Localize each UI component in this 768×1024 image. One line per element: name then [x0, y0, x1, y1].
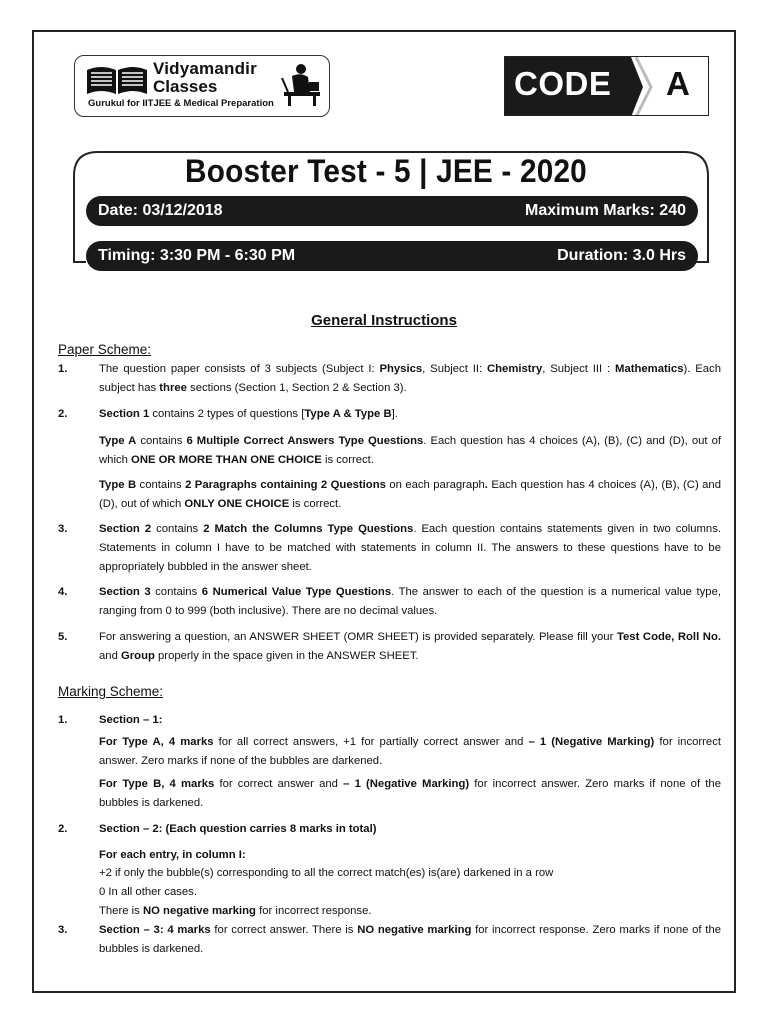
marking-text: Section – 3: 4 marks for correct answer. There is NO negative marking for incorrect response. Zero marks if none of the bubbles is darkened. — [99, 924, 722, 955]
instruction-text: Type B contains 2 Paragraphs containing 2 Questions on each paragraph. Each question has 4 choices (A), (B), (C) and (D), out of which ONLY ONE CHOICE is correct. — [99, 479, 721, 510]
marking-section-title: Section – 2: (Each question carries 8 marks in total) — [99, 823, 377, 835]
marking-line: 0 In all other cases. — [99, 886, 197, 898]
marking-section-title: Section – 1: — [99, 714, 163, 726]
general-instructions-heading: General Instructions — [311, 312, 457, 329]
instruction-text: For answering a question, an ANSWER SHEET (OMR SHEET) is provided separately. Please fill your Test Code, Roll No. and Group properly in the space given in the ANSWER SHEET. — [99, 631, 721, 662]
marking-scheme-heading: Marking Scheme: — [58, 684, 164, 699]
instruction-number: 4. — [58, 586, 68, 598]
test-title: Booster Test - 5 | JEE - 2020 — [185, 153, 587, 189]
marking-text: For Type B, 4 marks for correct answer and – 1 (Negative Marking) for incorrect answer. Zero marks if none of the bubbles is darkened. — [99, 778, 721, 809]
instruction-text: Section 1 contains 2 types of questions [Type A & Type B]. — [99, 408, 398, 420]
test-code-box — [504, 56, 709, 116]
marking-number: 1. — [58, 714, 68, 726]
marking-line: +2 if only the bubble(s) corresponding to all the correct match(es) is(are) darkened in a row — [99, 867, 554, 879]
institute-logo — [74, 55, 330, 117]
test-info-bar-date — [86, 196, 698, 226]
test-timing: Timing: 3:30 PM - 6:30 PM — [98, 247, 296, 264]
marking-line: There is NO negative marking for incorrect response. — [99, 905, 372, 917]
marking-text: For Type A, 4 marks for all correct answers, +1 for partially correct answer and – 1 (Negative Marking) for incorrect answer. Zero marks if none of the bubbles are darkened. — [99, 736, 721, 767]
instruction-number: 1. — [58, 363, 68, 375]
book-icon — [85, 64, 149, 96]
paper-scheme-heading: Paper Scheme: — [58, 342, 152, 357]
test-info-bar-timing — [86, 241, 698, 271]
student-at-desk-icon — [278, 62, 324, 108]
instruction-number: 3. — [58, 523, 68, 535]
code-label: CODE — [514, 65, 612, 102]
marking-line: For each entry, in column I: — [99, 849, 246, 861]
test-duration: Duration: 3.0 Hrs — [557, 247, 686, 264]
test-date: Date: 03/12/2018 — [98, 202, 223, 219]
brand-tagline: Gurukul for IITJEE & Medical Preparation — [88, 98, 274, 109]
marking-number: 3. — [58, 924, 68, 936]
instruction-text: The question paper consists of 3 subjects (Subject I: Physics, Subject II: Chemistry, Subject III : Mathematics). Each subject has three sections (Section 1, Section 2 & Section 3). — [99, 363, 721, 394]
instruction-text: Type A contains 6 Multiple Correct Answers Type Questions. Each question has 4 choices (A), (B), (C) and (D), out of which ONE OR MORE THAN ONE CHOICE is correct. — [99, 435, 722, 466]
max-marks: Maximum Marks: 240 — [525, 202, 686, 219]
instruction-text: Section 3 contains 6 Numerical Value Type Questions. The answer to each of the question is a numerical value type, ranging from 0 to 999 (both inclusive). There are no decimal values. — [99, 586, 721, 617]
instruction-number: 2. — [58, 408, 68, 420]
brand-name-line2: Classes — [153, 77, 218, 96]
instruction-number: 5. — [58, 631, 68, 643]
brand-name-line1: Vidyamandir — [153, 59, 257, 78]
code-value: A — [666, 65, 690, 102]
marking-number: 2. — [58, 823, 68, 835]
instruction-text: Section 2 contains 2 Match the Columns Type Questions. Each question contains statements given in two columns. Statements in column I have to be matched with statements in column II. The answers to these questions have to be appropriately bubbled in the answer sheet. — [99, 523, 721, 573]
